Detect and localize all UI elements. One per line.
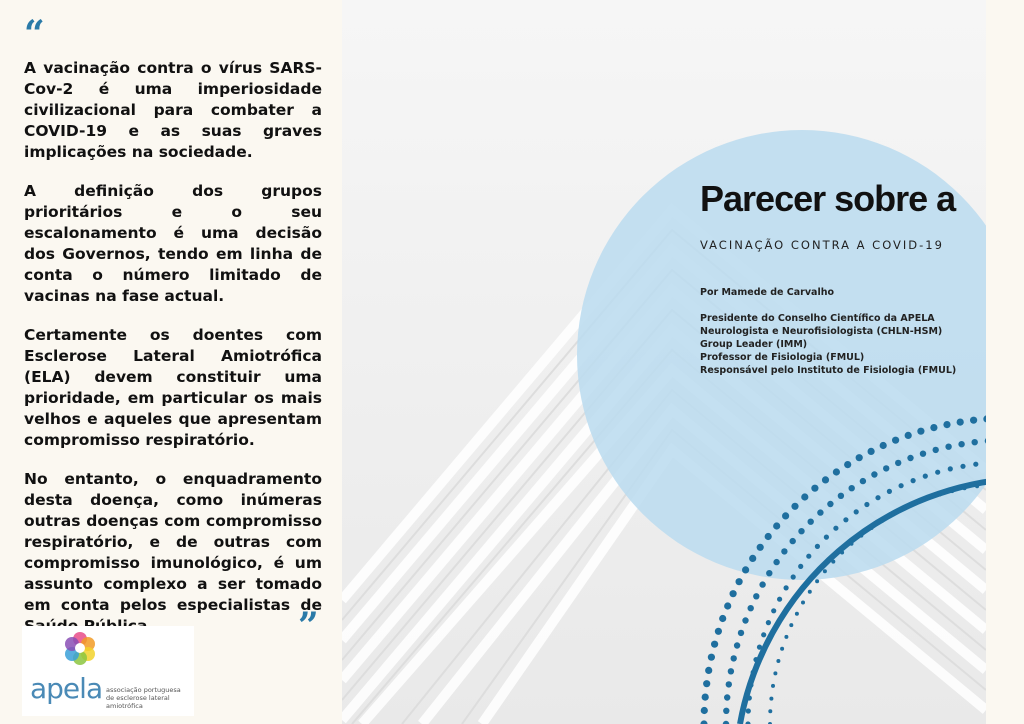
decorative-dot — [880, 519, 884, 523]
decorative-dot — [738, 630, 744, 636]
role-line: Neurologista e Neurofisiologista (CHLN-HSM) — [700, 326, 943, 337]
decorative-dot — [723, 708, 729, 714]
decorative-dot — [920, 451, 926, 457]
decorative-dot — [777, 597, 782, 602]
decorative-dot — [895, 460, 901, 466]
decorative-dot — [938, 493, 942, 497]
decorative-dot — [831, 560, 835, 564]
decorative-dot — [715, 628, 722, 635]
decorative-dot — [943, 421, 950, 428]
decorative-dot — [891, 512, 895, 516]
decorative-dot — [711, 641, 718, 648]
decorative-dot — [902, 507, 906, 511]
decorative-dot — [759, 581, 765, 587]
role-line: Professor de Fisiologia (FMUL) — [700, 352, 865, 363]
cover-subtitle: VACINAÇÃO CONTRA A COVID-19 — [700, 238, 944, 252]
decorative-dot — [730, 590, 737, 597]
decorative-dot — [790, 538, 796, 544]
decorative-dot — [766, 570, 772, 576]
decorative-dot — [773, 522, 780, 529]
logo-wordmark: apela — [30, 672, 103, 705]
decorative-dot — [728, 668, 734, 674]
decorative-dot — [773, 671, 777, 675]
decorative-dot — [833, 468, 840, 475]
decorative-dot — [935, 470, 940, 475]
decorative-dot — [815, 544, 820, 549]
decorative-dot — [907, 455, 913, 461]
decorative-dot — [801, 493, 808, 500]
decorative-dot — [798, 564, 803, 569]
decorative-dot — [724, 602, 731, 609]
decorative-dot — [781, 548, 787, 554]
decorative-dot — [808, 590, 812, 594]
decorative-dot — [801, 601, 805, 605]
decorative-dot — [734, 642, 740, 648]
open-quote-icon: “ — [24, 13, 45, 55]
decorative-dot — [753, 593, 759, 599]
decorative-dot — [751, 670, 756, 675]
decorative-dot — [780, 647, 784, 651]
role-line: Group Leader (IMM) — [700, 339, 808, 350]
decorative-dot — [789, 623, 793, 627]
logo-tagline-line-2: de esclerose lateral amiotrófica — [106, 694, 170, 710]
decorative-dot — [871, 471, 877, 477]
logo-tagline-line-1: associação portuguesa — [106, 686, 181, 694]
decorative-dot — [700, 720, 707, 724]
decorative-dot — [771, 608, 776, 613]
decorative-dot — [766, 620, 771, 625]
decorative-dot — [975, 484, 979, 488]
decorative-dot — [795, 612, 799, 616]
decorative-dot — [808, 519, 814, 525]
paragraph-3: Certamente os doentes com Esclerose Lateral Amiotrófica (ELA) devem constituir uma prioridade, em particular os mais velhos e aqueles que apresentam compromisso respiratório. — [24, 326, 322, 449]
paragraph-1: A vacinação contra o vírus SARS-Cov-2 é uma imperiosidade civilizacional para combater a COVID-19 e as suas graves implicações na sociedade. — [24, 59, 322, 161]
decorative-dot — [705, 667, 712, 674]
decorative-dot — [958, 441, 964, 447]
decorative-dot — [748, 683, 753, 688]
decorative-dot — [748, 605, 754, 611]
decorative-dot — [957, 419, 964, 426]
author-roles — [700, 312, 956, 377]
decorative-dot — [963, 486, 967, 490]
decorative-dot — [784, 585, 789, 590]
decorative-dot — [719, 615, 726, 622]
decorative-dot — [791, 574, 796, 579]
decorative-dot — [817, 509, 823, 515]
decorative-dot — [849, 485, 855, 491]
decorative-dot — [917, 428, 924, 435]
decorative-dot — [892, 437, 899, 444]
decorative-dot — [880, 442, 887, 449]
decorative-dot — [838, 493, 844, 499]
role-line: Responsável pelo Instituto de Fisiologia (FMUL) — [700, 365, 957, 376]
decorative-dot — [724, 694, 730, 700]
decorative-dot — [833, 526, 838, 531]
decorative-dot — [933, 447, 939, 453]
decorative-dot — [791, 503, 798, 510]
decorative-dot — [726, 681, 732, 687]
paragraph-4: No entanto, o enquadramento desta doença, como inúmeras outras doenças com compromisso respiratório, e de outras com compromisso imunológico, é um assunto complexo a ser tomado em conta pelos especialistas de — [24, 470, 322, 614]
decorative-dot — [905, 432, 912, 439]
decorative-dot — [746, 708, 751, 713]
decorative-dot — [702, 694, 709, 701]
decorative-dot — [860, 478, 866, 484]
decorative-dot — [742, 617, 748, 623]
cover-title: Parecer sobre a — [700, 178, 956, 219]
decorative-dot — [856, 454, 863, 461]
decorative-dot — [883, 465, 889, 471]
decorative-dot — [824, 535, 829, 540]
decorative-dot — [868, 448, 875, 455]
decorative-dot — [765, 533, 772, 540]
decorative-dot — [757, 544, 764, 551]
decorative-dot — [731, 655, 737, 661]
decorative-dot — [815, 579, 819, 583]
decorative-dot — [875, 495, 880, 500]
decorative-dot — [899, 483, 904, 488]
decorative-dot — [708, 654, 715, 661]
decorative-dot — [701, 707, 708, 714]
decorative-dot — [761, 632, 766, 637]
decorative-dot — [926, 497, 930, 501]
author-byline: Por Mamede de Carvalho — [700, 287, 835, 298]
decorative-dot — [948, 466, 953, 471]
decorative-dot — [970, 417, 977, 424]
decorative-dot — [736, 578, 743, 585]
decorative-dot — [773, 559, 779, 565]
close-quote-icon: ” — [298, 605, 319, 647]
decorative-dot — [747, 695, 752, 700]
decorative-dot — [823, 569, 827, 573]
decorative-dot — [798, 528, 804, 534]
decorative-dot — [960, 464, 965, 469]
decorative-dot — [840, 551, 844, 555]
decorative-dot — [784, 635, 788, 639]
decorative-dot — [914, 501, 918, 505]
paragraph-2: A definição dos grupos prioritários e o seu escalonamento é uma decisão dos Governos, tendo em linha de conta o número limitado de vacinas na fase actual. — [24, 182, 322, 305]
right-margin — [986, 0, 1024, 724]
decorative-dot — [769, 697, 773, 701]
decorative-dot — [854, 509, 859, 514]
decorative-dot — [806, 554, 811, 559]
decorative-dot — [776, 659, 780, 663]
decorative-dot — [843, 517, 848, 522]
decorative-dot — [972, 439, 978, 445]
decorative-dot — [945, 444, 951, 450]
decorative-dot — [850, 542, 854, 546]
decorative-dot — [753, 657, 758, 662]
decorative-dot — [742, 566, 749, 573]
decorative-dot — [768, 709, 772, 713]
decorative-dot — [822, 476, 829, 483]
decorative-dot — [930, 424, 937, 431]
decorative-dot — [870, 526, 874, 530]
decorative-dot — [757, 645, 762, 650]
decorative-dot — [771, 684, 775, 688]
decorative-dot — [844, 461, 851, 468]
decorative-dot — [973, 462, 978, 467]
decorative-dot — [911, 478, 916, 483]
decorative-dot — [827, 501, 833, 507]
decorative-dot — [864, 502, 869, 507]
role-line: Presidente do Conselho Científico da APELA — [700, 313, 935, 324]
decorative-dot — [811, 485, 818, 492]
decorative-dot — [887, 489, 892, 494]
decorative-dot — [859, 534, 863, 538]
decorative-dot — [782, 512, 789, 519]
decorative-dot — [923, 474, 928, 479]
decorative-dot — [950, 489, 954, 493]
decorative-dot — [703, 680, 710, 687]
decorative-dot — [749, 555, 756, 562]
